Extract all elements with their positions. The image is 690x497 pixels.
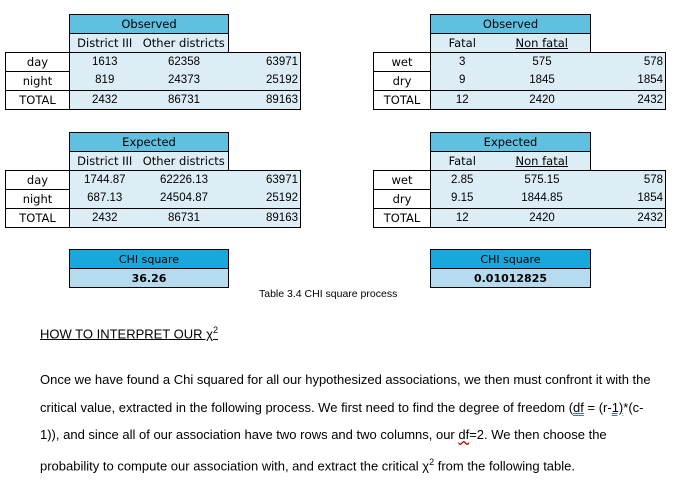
paragraph-text: df [458,427,470,442]
paragraph-text: 1) [611,399,624,415]
cell: 1744.87 [70,171,140,190]
heading-text: HOW TO INTERPRET OUR χ [40,326,213,342]
row-total: 578 [591,53,666,72]
observed-title: Observed [431,15,591,34]
row-total: 2432 [591,91,666,110]
cell: 1845 [494,72,591,91]
row-total: 1854 [591,190,666,209]
expected-title: Expected [70,133,229,152]
heading-superscript: 2 [212,325,218,335]
cell: 12 [431,209,494,228]
row-label: TOTAL [6,209,70,228]
body-paragraph [40,366,655,479]
cell: 24373 [140,72,229,91]
cell: 62358 [140,53,229,72]
paragraph-text: =2. We then choose the probability to compute our association with, and extract the critical χ [40,427,607,473]
observed-table-right [373,14,666,110]
row-label: day [6,53,70,72]
cell: 687.13 [70,190,140,209]
column-header: Non fatal [494,152,591,171]
chi-square-value: 0.01012825 [431,269,591,288]
cell: 2420 [494,91,591,110]
row-label: wet [374,171,431,190]
row-total: 89163 [229,209,301,228]
row-total: 25192 [229,190,301,209]
cell: 2.85 [431,171,494,190]
cell: 12 [431,91,494,110]
paragraph-text: = (r- [583,399,612,415]
column-header: Other districts [140,34,229,53]
expected-table-left [5,132,301,228]
paragraph-text: df [573,399,584,415]
cell: 575.15 [494,171,591,190]
column-header: Fatal [431,152,494,171]
row-total: 63971 [229,171,301,190]
paragraph-text: Once we have found a Chi squared for all our hypothesized associations, we then must confront it with the critical value, extracted in the following process. We first need to find the degree of freedom ( [40,372,651,415]
expected-title: Expected [431,133,591,152]
chi-square-title: CHI square [431,250,591,269]
column-header: Non fatal [494,34,591,53]
row-total: 1854 [591,72,666,91]
cell: 86731 [140,91,229,110]
cell: 819 [70,72,140,91]
cell: 9 [431,72,494,91]
observed-table-left [5,14,301,110]
column-header: Fatal [431,34,494,53]
chi-square-title: CHI square [70,250,229,269]
cell: 2432 [70,209,140,228]
column-header: District III [70,34,140,53]
cell: 24504.87 [140,190,229,209]
chi-square-box-right [430,249,591,288]
paragraph-superscript: 2 [429,456,435,467]
cell: 9.15 [431,190,494,209]
row-total: 2432 [591,209,666,228]
cell: 62226.13 [140,171,229,190]
chi-square-box-left [69,249,229,288]
row-label: night [6,190,70,209]
expected-table-right [373,132,666,228]
row-label: dry [374,190,431,209]
cell: 2420 [494,209,591,228]
cell: 3 [431,53,494,72]
paragraph-text: *(c-1)), and since all of our association have two rows and two columns, our [40,399,644,442]
paragraph-text: from the following table. [434,457,575,473]
row-label: dry [374,72,431,91]
cell: 86731 [140,209,229,228]
row-label: TOTAL [6,91,70,110]
cell: 1613 [70,53,140,72]
row-label: TOTAL [374,209,431,228]
column-header: Other districts [140,152,229,171]
row-label: day [6,171,70,190]
cell: 1844.85 [494,190,591,209]
row-total: 25192 [229,72,301,91]
table-caption: Table 3.4 CHI square process [259,288,398,300]
column-header: District III [70,152,140,171]
chi-square-value: 36.26 [70,269,229,288]
cell: 575 [494,53,591,72]
observed-title: Observed [70,15,229,34]
row-label: TOTAL [374,91,431,110]
row-label: wet [374,53,431,72]
section-heading [40,325,218,341]
row-total: 63971 [229,53,301,72]
row-label: night [6,72,70,91]
row-total: 89163 [229,91,301,110]
row-total: 578 [591,171,666,190]
cell: 2432 [70,91,140,110]
